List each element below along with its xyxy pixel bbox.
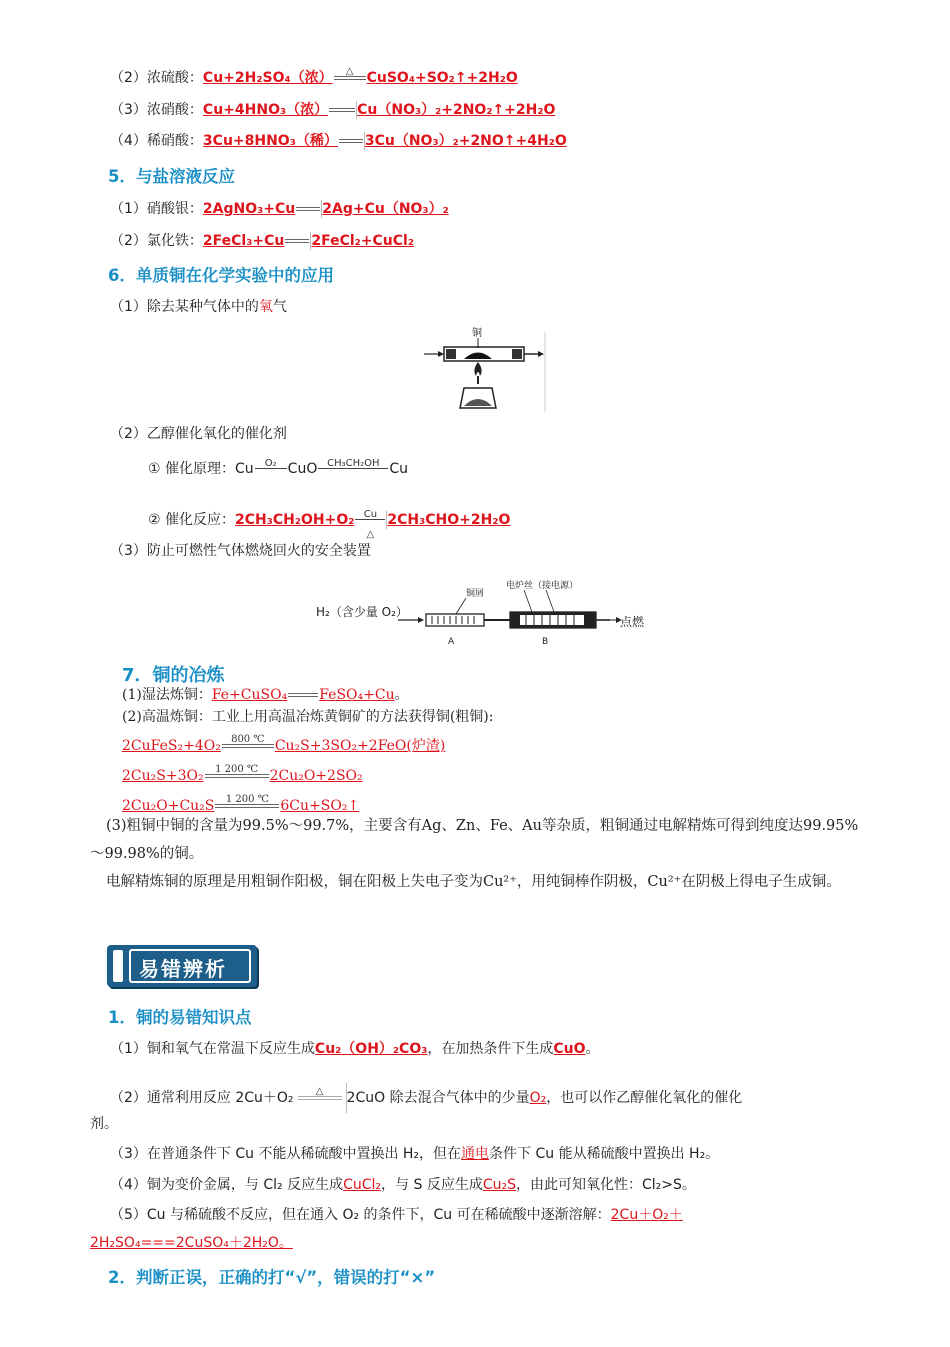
equal-sign [285,239,309,243]
part-b-label: B [542,637,549,647]
crude-copper-para: (3)粗铜中铜的含量为99.5%～99.7%，主要含有Ag、Zn、Fe、Au等杂质，粗铜通过电解精炼可得到纯度达99.95%～99.98%的铜。 [90,818,859,862]
high-temp-smelting: (2)高温炼铜：工业上用高温冶炼黄铜矿的方法获得铜(粗铜): [122,709,494,725]
equal-sign: 800 ℃ [222,744,274,748]
arrow-ethanol: CH₃CH₂OH [318,468,388,470]
error-item-5: （5）Cu 与稀硫酸不反应，但在通入 O₂ 的条件下，Cu 可在稀硫酸中逐渐溶解：2Cu＋O₂＋ [110,1207,683,1223]
gas-label: H₂（含少量 O₂） [316,605,408,619]
error-item-4: （4）铜为变价金属，与 Cl₂ 反应生成CuCl₂，与 S 反应生成Cu₂S，由此可知氧化性：Cl₂>S。 [110,1177,696,1193]
banner-label: 易错辨析 [139,957,227,981]
heat-cond: △ [345,66,354,77]
eq-dilute-nitric: （4）稀硝酸：3Cu+8HNO₃（稀） 3Cu（NO₃）₂+2NO↑+4H₂O [110,133,567,149]
error-item-1: （1）铜和氧气在常温下反应生成Cu₂（OH）₂CO₃，在加热条件下生成CuO。 [110,1041,600,1057]
section-5-title: 5．与盐溶液反应 [108,167,235,186]
eq-rhs: 3Cu（NO₃）₂+2NO↑+4H₂O [364,133,567,149]
eq-silver-nitrate: （1）硝酸银：2AgNO₃+Cu 2Ag+Cu（NO₃）₂ [110,201,449,217]
error-section-title: 1．铜的易错知识点 [108,1008,252,1027]
copper-chips-label: 铜屑 [466,589,485,599]
section-banner [107,945,257,987]
item-remove-oxygen: （1）除去某种气体中的氧气 [110,299,287,315]
eq-lhs: 3Cu+8HNO₃（稀） [202,133,338,149]
equal-sign [339,139,363,143]
equal-sign: 1 200 ℃ [205,774,269,778]
eq-rhs: CuSO₄+SO₂↑+2H₂O [366,70,518,86]
smelt-eq-3: 2Cu₂O+Cu₂S 1 200 ℃ 6Cu+SO₂↑ [122,794,360,814]
equal-sign: △ [298,1096,342,1100]
error-item-3: （3）在普通条件下 Cu 不能从稀硫酸中置换出 H₂，但在通电条件下 Cu 能从稀硫酸中置换出 H₂。 [110,1146,720,1162]
smelt-eq-1: 2CuFeS₂+4O₂ 800 ℃ Cu₂S+3SO₂+2FeO(炉渣) [122,734,446,754]
figure-label-copper: 铜 [472,328,482,339]
smelt-eq-2: 2Cu₂S+3O₂ 1 200 ℃ 2Cu₂O+2SO₂ [122,764,363,784]
eq-ferric-chloride: （2）氯化铁：2FeCl₃+Cu 2FeCl₂+CuCl₂ [110,233,414,249]
arrow-cu-heat: Cu △ [355,519,385,521]
equal-sign [296,207,320,211]
error-item-2: （2）通常利用反应 2Cu＋O₂ △ 2CuO 除去混合气体中的少量O₂，也可以作乙醇催化氧化的催化 [110,1083,742,1113]
item-catalyst: （2）乙醇催化氧化的催化剂 [110,426,287,442]
copper-tube-figure [420,322,550,414]
error-item-5-cont: 2H₂SO₄===2CuSO₄＋2H₂O。 [90,1235,293,1251]
ignite-label: 点燃 [620,615,645,629]
eq-conc-nitric: （3）浓硝酸：Cu+4HNO₃（浓） Cu（NO₃）₂+2NO₂↑+2H₂O [110,102,556,118]
electrolysis-para: 电解精炼铜的原理是用粗铜作阳极，铜在阳极上失电子变为Cu²⁺，用纯铜棒作阴极，Cu²⁺在阴极上得电子生成铜。 [106,874,841,890]
equal-sign: 1 200 ℃ [215,804,279,808]
eq-rhs: Cu（NO₃）₂+2NO₂↑+2H₂O [357,102,556,118]
item-flashback: （3）防止可燃性气体燃烧回火的安全装置 [110,543,371,559]
flashback-apparatus-figure [314,578,654,650]
section-7-title: 7．铜的冶炼 [122,665,225,686]
equal-sign [288,693,318,697]
eq-lhs: Cu+4HNO₃（浓） [202,102,329,118]
equal-sign [334,66,366,80]
catalyst-reaction: ② 催化反应：2CH₃CH₂OH+O₂ Cu △ 2CH₃CHO+2H₂O [148,509,511,540]
highlight-oxygen: 氧 [258,299,273,315]
wet-smelting: (1)湿法炼铜：Fe+CuSO₄ FeSO₄+Cu。 [122,687,409,703]
heater-wire-label: 电炉丝（接电源） [506,581,579,591]
eq-lhs: Cu+2H₂SO₄（浓） [202,70,333,86]
eq-conc-sulfuric: （2）浓硫酸：Cu+2H₂SO₄（浓） △ CuSO₄+SO₂↑+2H₂O [110,68,518,88]
part-a-label: A [448,637,455,647]
judge-section-title: 2．判断正误，正确的打“√”，错误的打“×” [108,1268,436,1287]
arrow-o2: O₂ [255,468,287,470]
equal-sign [329,108,355,112]
section-6-title: 6．单质铜在化学实验中的应用 [108,266,334,285]
error-item-2-cont: 剂。 [90,1116,118,1132]
catalyst-principle: ① 催化原理：Cu O₂ CuO CH₃CH₂OH Cu [148,458,408,477]
